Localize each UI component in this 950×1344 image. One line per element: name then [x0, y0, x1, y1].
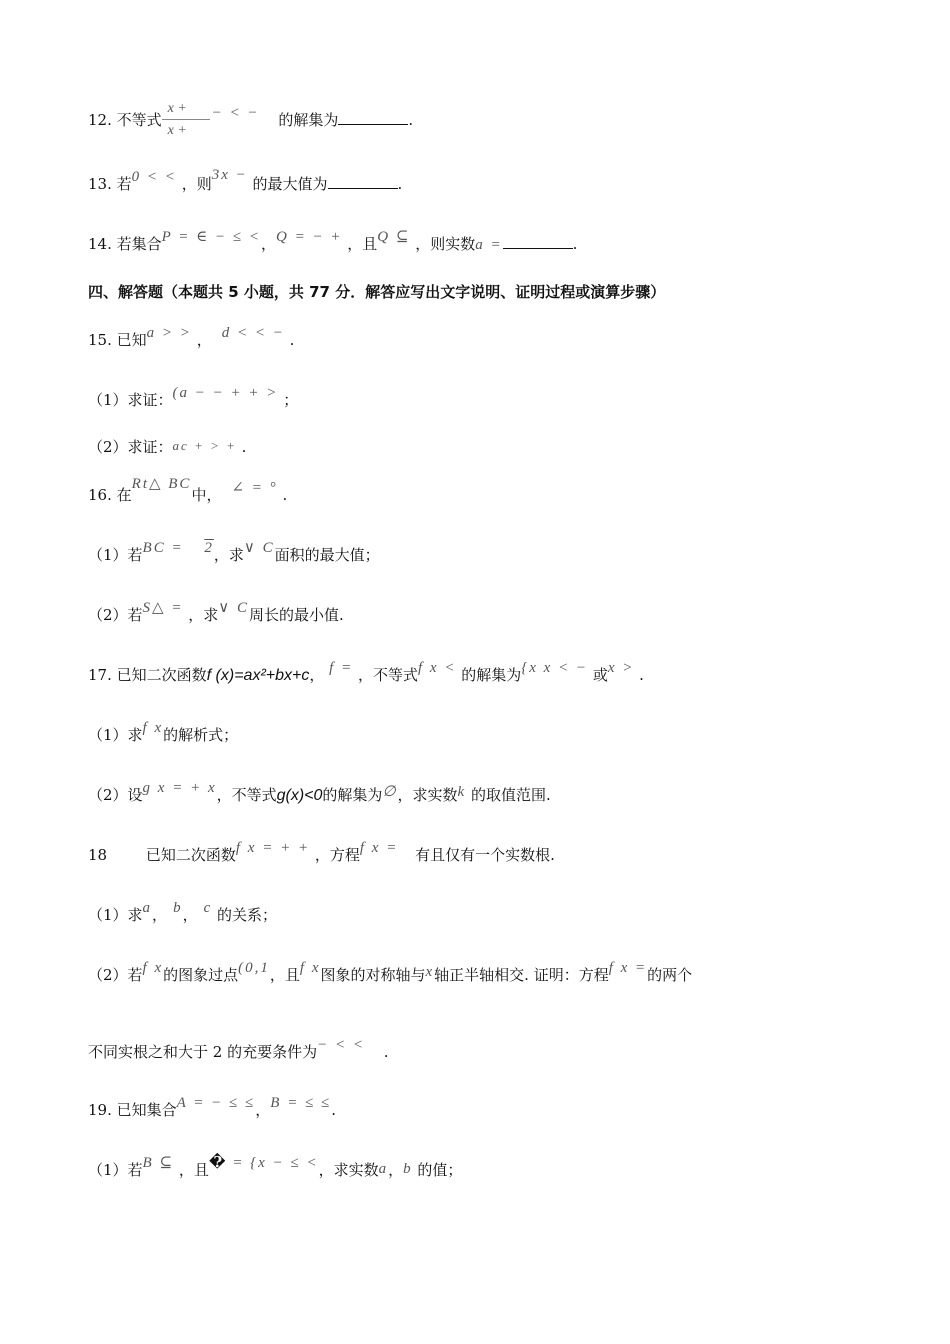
question-text: 轴正半轴相交. 证明：方程 [434, 966, 609, 984]
question-18-part-1 [88, 900, 278, 926]
math-expression: f x = [359, 840, 399, 856]
question-text: ，求实数 [397, 786, 458, 804]
question-16-part-2 [88, 600, 344, 626]
garbled-glyph: � [208, 1155, 228, 1171]
part-label: （2）求证： [88, 438, 173, 456]
question-text: 的解集为 [278, 111, 339, 129]
question-text: ，求实数 [318, 1161, 379, 1179]
part-label: （2）设 [88, 786, 143, 804]
question-19-part-1 [88, 1155, 463, 1181]
part-label: （2）若 [88, 966, 143, 984]
question-number: 16. [88, 486, 112, 504]
question-text: 中， [191, 486, 222, 504]
question-19 [88, 1095, 337, 1121]
math-expression: g x = + x [142, 780, 217, 796]
question-13 [88, 167, 403, 195]
comma: ， [152, 906, 168, 924]
question-16 [88, 476, 288, 506]
period: . [331, 1101, 337, 1119]
question-text: 周长的最小值. [249, 606, 344, 624]
section-heading: 四、解答题（本题共 5 小题，共 77 分．解答应写出文字说明、证明过程或演算步骤） [88, 283, 666, 301]
period: . [572, 235, 578, 253]
question-text: 若 [116, 175, 132, 193]
question-text: 的两个 [647, 966, 693, 984]
math-expression: f x = + + [235, 840, 311, 856]
comma: ， [196, 331, 212, 349]
math-expression: B = ≤ ≤ [270, 1095, 332, 1111]
question-text: 或 [592, 666, 608, 684]
question-text: 若集合 [116, 235, 162, 253]
comma: ， [261, 235, 277, 253]
math-expression: ∨ C [243, 540, 275, 556]
part-label: （1）求证： [88, 391, 173, 409]
question-text: 已知二次函数 [116, 666, 207, 684]
question-number: 19. [88, 1101, 112, 1119]
comma: ， [309, 666, 325, 684]
math-expression: ∠ = ° [231, 480, 278, 496]
math-expression: BC = [142, 540, 184, 556]
math-variable: x [425, 964, 435, 980]
question-text: ，则 [181, 175, 212, 193]
math-expression: d < < − [221, 325, 285, 341]
math-expression: − < − [211, 105, 260, 121]
question-text: ，不等式 [216, 786, 277, 804]
part-label: （1）若 [88, 546, 143, 564]
answer-blank [338, 110, 408, 125]
empty-set-symbol: ∅ [382, 784, 398, 800]
fraction-denominator: x + [167, 123, 187, 138]
question-text: ，且 [347, 235, 378, 253]
question-18 [88, 840, 555, 866]
period: . [383, 1043, 389, 1061]
part-label: （1）若 [88, 1161, 143, 1179]
period: . [397, 175, 403, 193]
period: . [241, 438, 247, 456]
question-17-part-2 [88, 780, 551, 806]
comma: ， [388, 1161, 404, 1179]
answer-blank [503, 234, 573, 249]
math-expression: Q ⊆ [377, 229, 411, 245]
math-expression: x > [607, 660, 635, 676]
part-label: （2）若 [88, 606, 143, 624]
math-variable: c [203, 900, 213, 916]
question-text: 的解析式； [163, 726, 239, 744]
question-text: 的值； [417, 1161, 463, 1179]
function-inequality: g(x)<0 [276, 787, 323, 804]
sqrt-expression: 2 [204, 540, 214, 556]
question-text: ，不等式 [357, 666, 418, 684]
question-text: ，且 [269, 966, 300, 984]
question-text: 图象的对称轴与 [320, 966, 426, 984]
question-17 [88, 660, 644, 686]
question-18-part-2 [88, 960, 693, 986]
part-label: （1）求 [88, 726, 143, 744]
math-expression: f x [299, 960, 321, 976]
question-number: 14. [88, 235, 112, 253]
question-text: 已知二次函数 [145, 846, 236, 864]
math-expression: P = ∈ − ≤ < [161, 229, 261, 245]
math-expression: B ⊆ [142, 1155, 175, 1171]
math-expression: ac + > + [172, 438, 237, 453]
math-variable: a [378, 1161, 389, 1177]
question-17-part-1 [88, 720, 239, 746]
math-expression: f x [142, 960, 164, 976]
question-text: 的解集为 [322, 786, 383, 804]
question-number: 13. [88, 175, 112, 193]
comma: ， [255, 1101, 271, 1119]
math-expression: a = [475, 237, 503, 253]
question-text: 的图象过点 [163, 966, 239, 984]
question-text: 在 [116, 486, 132, 504]
question-text: ，求 [213, 546, 244, 564]
period: . [408, 111, 414, 129]
comma: ， [182, 906, 198, 924]
math-expression: A = − ≤ ≤ [176, 1095, 256, 1111]
part-label: （1）求 [88, 906, 143, 924]
math-expression: (0,1 [238, 960, 270, 976]
question-text: 已知 [116, 331, 147, 349]
question-15-part-1 [88, 385, 299, 411]
question-text: ，求 [188, 606, 219, 624]
question-16-part-1 [88, 540, 380, 566]
question-18-part-2-continued [88, 1037, 389, 1063]
math-expression: Rt△ BC [131, 476, 192, 492]
period: . [282, 486, 288, 504]
semicolon: ； [283, 391, 299, 409]
question-text: ，且 [178, 1161, 209, 1179]
question-text: 有且仅有一个实数根. [415, 846, 555, 864]
math-expression: 0 < < [131, 169, 177, 185]
math-expression: f x < [418, 660, 457, 676]
math-expression: f x = [608, 960, 648, 976]
question-15-part-2 [88, 437, 246, 458]
question-text: 已知集合 [116, 1101, 177, 1119]
question-number: 18 [88, 846, 108, 864]
math-expression: a > > [146, 325, 192, 341]
math-variable: b [403, 1161, 413, 1177]
question-text: 不同实根之和大于 2 的充要条件为 [88, 1043, 318, 1061]
question-text: ，则实数 [415, 235, 476, 253]
question-15 [88, 325, 295, 351]
math-variable: a [142, 900, 153, 916]
math-expression: ∨ C [218, 600, 249, 616]
question-14 [88, 229, 578, 255]
math-variable: b [173, 900, 183, 916]
question-number: 15. [88, 331, 112, 349]
fraction [162, 101, 212, 141]
question-text: 的取值范围. [470, 786, 551, 804]
math-expression: 3x − [211, 167, 248, 183]
math-variable: k [457, 784, 467, 800]
math-expression: Q = − + [276, 229, 343, 245]
math-expression: S△ = [142, 600, 184, 616]
question-text: 的最大值为 [252, 175, 328, 193]
fraction-numerator: x + [167, 101, 187, 116]
math-expression: f x [142, 720, 164, 736]
question-text: 不等式 [116, 111, 162, 129]
question-text: ，方程 [314, 846, 360, 864]
period: . [639, 666, 644, 684]
math-expression: = {x − ≤ < [232, 1155, 319, 1171]
math-expression: (a − − + + > [172, 385, 279, 401]
math-expression: − < < [317, 1037, 365, 1053]
math-expression: f = [329, 660, 354, 676]
question-text: 的关系； [217, 906, 278, 924]
fraction-bar [162, 119, 210, 120]
period: . [289, 331, 295, 349]
answer-blank [328, 174, 398, 189]
function-definition: f (x)=ax²+bx+c [206, 667, 310, 684]
question-number: 12. [88, 111, 112, 129]
question-12 [88, 101, 413, 141]
question-text: 的解集为 [461, 666, 522, 684]
question-text: 面积的最大值； [274, 546, 380, 564]
question-number: 17. [88, 666, 112, 684]
math-expression: {x x < − [521, 660, 589, 676]
